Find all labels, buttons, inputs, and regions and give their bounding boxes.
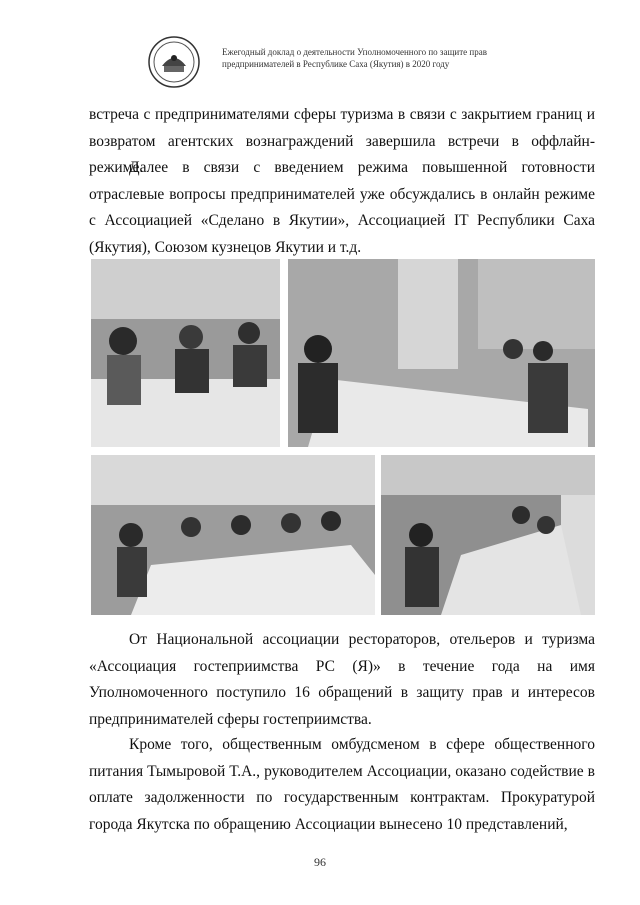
ombudsman-seal-emblem-icon [148,36,200,88]
paragraph-3: От Национальной ассоциации рестораторов, отельеров и туризма «Ассоциация гостеприимства РС (Я)» в течение года на имя Уполномоченного поступило 16 обращений в защиту прав и интересов предпринимателей сферы гостеприимства. [89,631,595,728]
page-header [148,36,548,96]
header-line-2: предпринимателей в Республике Саха (Якутия) в 2020 году [222,59,450,69]
paragraph-1: встреча с предпринимателями сферы туризма в связи с закрытием границ и возвратом агентских вознаграждений завершила встречи в оффлайн-режиме. [89,106,595,176]
report-header-text [222,46,542,70]
meeting-photo-2 [288,259,595,447]
paragraph-2: Далее в связи с введением режима повышенной готовности отраслевые вопросы предпринимателей уже обсуждались в онлайн режиме с Ассоциацией «Сделано в Якутии», Ассоциацией IT Республики Саха (Якутия), Союзом кузнецов Якутии и т.д. [89,159,595,256]
header-line-1: Ежегодный доклад о деятельности Уполномоченного по защите прав [222,47,487,57]
meeting-photo-1 [91,259,280,447]
paragraph-4: Кроме того, общественным омбудсменом в сфере общественного питания Тымыровой Т.А., руководителем Ассоциации, оказано содействие в оплате задолженности по государственным контрактам. Прокуратурой города Якутска по обращению Ассоциации вынесено 10 представлений, [89,736,595,833]
meeting-photo-3 [91,455,375,615]
page-number: 96 [314,855,326,869]
meeting-photo-4 [381,455,595,615]
